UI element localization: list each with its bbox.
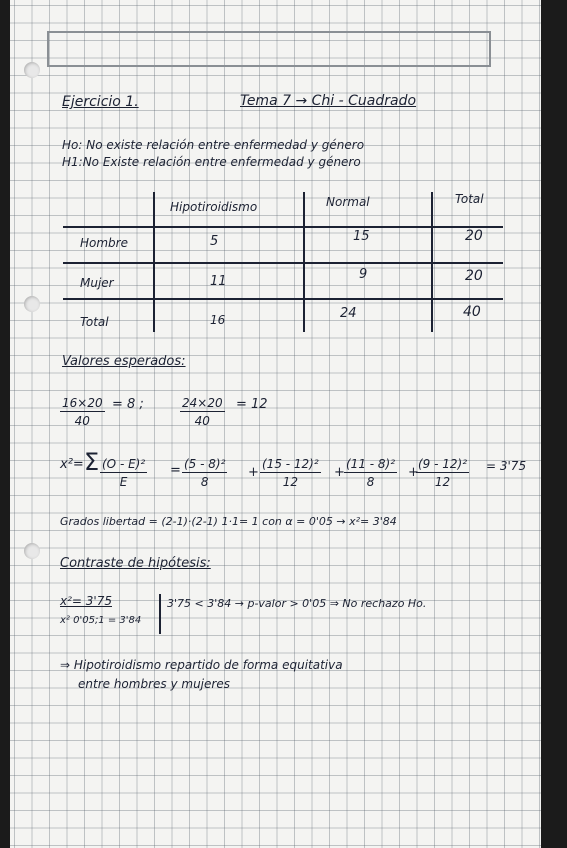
expected-fraction-2: $\frac{24\times 20}{40}$	[182, 396, 223, 428]
cell-mujer-hipo: 11	[210, 274, 227, 289]
chi-term-1: $\frac{\text{(5 - 8)²}}{8}$	[184, 457, 226, 489]
cell-hombre-hipo: 5	[210, 234, 219, 249]
row-label-mujer: Mujer	[80, 276, 114, 290]
null-hypothesis: Ho: No existe relación entre enfermedad y género	[62, 138, 365, 152]
cell-hombre-total: 20	[465, 228, 483, 244]
expected-values-title: Valores esperados:	[62, 354, 186, 369]
row-label-total: Total	[80, 315, 109, 329]
chi-observed: x²= 3'75	[60, 594, 112, 608]
degrees-of-freedom: Grados libertad = (2-1)·(2-1) 1·1= 1 con α = 0'05 → x²= 3'84	[60, 515, 397, 528]
expected-result-1: = 8 ;	[112, 397, 144, 412]
table-header-normal: Normal	[326, 195, 370, 209]
chi-term-2: $\frac{\text{(15 - 12)²}}{12}$	[262, 457, 319, 489]
table-header-hipotiroidismo: Hipotiroidismo	[170, 200, 258, 214]
chi-square-result: = 3'75	[486, 459, 527, 473]
sigma-symbol: Σ	[84, 448, 100, 476]
page-header-box	[47, 31, 491, 67]
cell-hombre-normal: 15	[353, 229, 370, 244]
final-conclusion-line1: ⇒ Hipotiroidismo repartido de forma equitativa	[60, 658, 343, 672]
chi-term-general: $\frac{\text{(O - E)²}}{E}$	[102, 457, 146, 489]
chi-critical: x² 0'05;1 = 3'84	[60, 615, 142, 626]
cell-mujer-normal: 9	[359, 267, 368, 282]
cell-total-hipo: 16	[210, 313, 226, 327]
row-label-hombre: Hombre	[80, 236, 128, 250]
table-header-total: Total	[455, 192, 484, 206]
cell-total-total: 40	[463, 304, 481, 320]
hypothesis-contrast-title: Contraste de hipótesis:	[60, 556, 211, 571]
expected-fraction-1: $\frac{16\times 20}{40}$	[62, 396, 103, 428]
final-conclusion-line2: entre hombres y mujeres	[78, 677, 230, 691]
alt-hypothesis: H1:No Existe relación entre enfermedad y género	[62, 155, 361, 169]
binder-hole	[24, 62, 40, 78]
chi-term-3: $\frac{\text{(11 - 8)²}}{8}$	[346, 457, 396, 489]
topic-title: Tema 7 → Chi - Cuadrado	[240, 93, 417, 109]
cell-total-normal: 24	[340, 306, 357, 321]
chi-term-4: $\frac{\text{(9 - 12)²}}{12}$	[418, 457, 468, 489]
expected-result-2: = 12	[236, 397, 268, 412]
exercise-title: Ejercicio 1.	[62, 94, 139, 110]
binder-hole	[24, 543, 40, 559]
binder-hole	[24, 296, 40, 312]
chi-square-lhs: x²=	[60, 457, 84, 472]
contrast-conclusion: 3'75 < 3'84 → p-valor > 0'05 ⇒ No rechazo Ho.	[167, 597, 427, 610]
cell-mujer-total: 20	[465, 268, 483, 284]
